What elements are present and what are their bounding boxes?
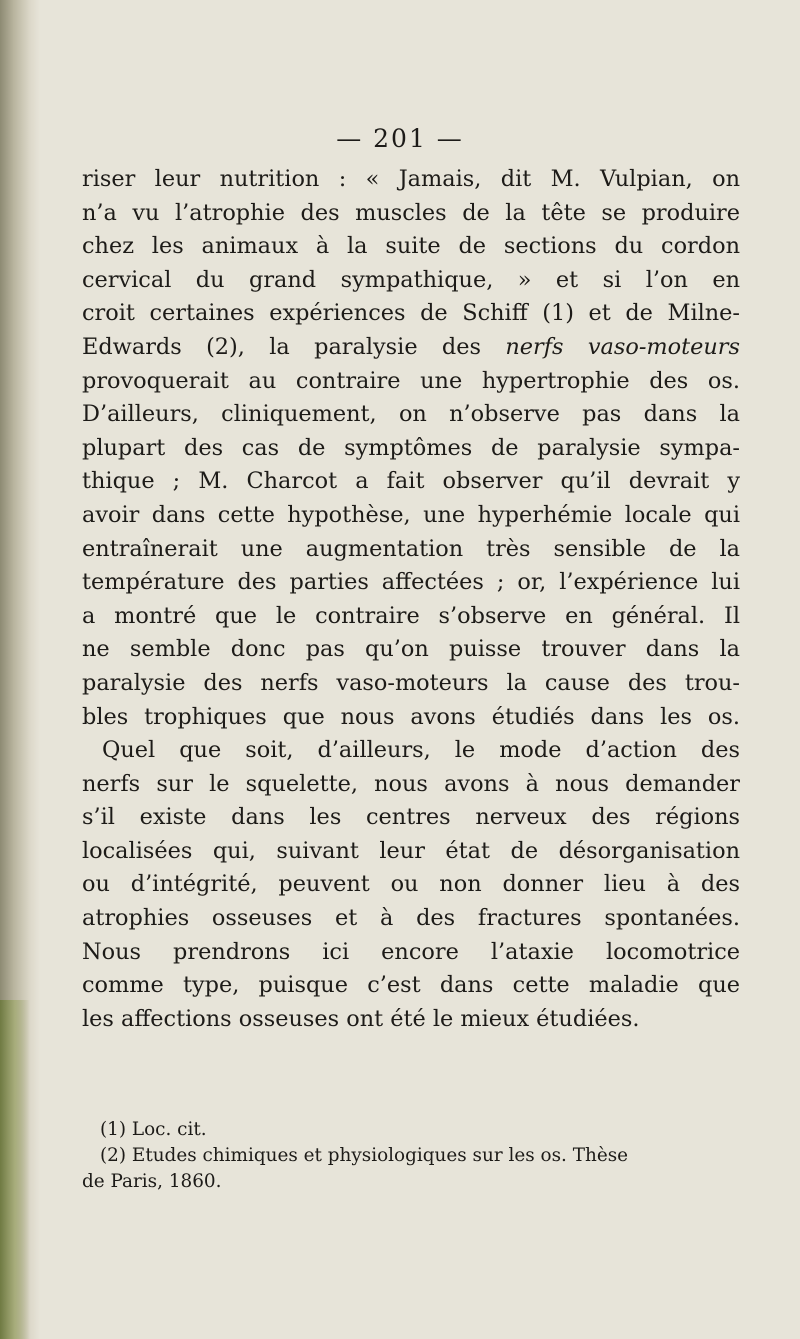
- footnotes: [82, 1117, 740, 1195]
- text-line: cervical du grand sympathique, » et si l’on en: [82, 266, 740, 293]
- text-line: entraînerait une augmentation très sensible de la: [82, 535, 740, 562]
- text-line: bles trophiques que nous avons étudiés dans les os.: [82, 703, 740, 730]
- text-line: plupart des cas de symptômes de paralysie sympa-: [82, 434, 740, 461]
- footnote-1: (1) Loc. cit.: [100, 1119, 207, 1140]
- text-line: n’a vu l’atrophie des muscles de la tête se produire: [82, 199, 740, 226]
- text-line: température des parties affectées ; or, l’expérience lui: [82, 569, 740, 596]
- text-line: avoir dans cette hypothèse, une hyperhémie locale qui: [82, 501, 740, 528]
- footnote-2-continuation: de Paris, 1860.: [82, 1171, 222, 1192]
- text-line-last: les affections osseuses ont été le mieux étudiées.: [82, 1005, 640, 1032]
- text-line: Nous prendrons ici encore l’ataxie locomotrice: [82, 938, 740, 965]
- text-line: nerfs sur le squelette, nous avons à nous demander: [82, 770, 740, 797]
- text-line: provoquerait au contraire une hypertrophie des os.: [82, 367, 740, 394]
- text-segment: Edwards (2), la paralysie des: [82, 333, 482, 360]
- text-line-with-italic: [82, 331, 740, 365]
- text-line: s’il existe dans les centres nerveux des régions: [82, 804, 740, 831]
- text-line: croit certaines expériences de Schiff (1) et de Milne-: [82, 300, 740, 327]
- text-line: comme type, puisque c’est dans cette maladie que: [82, 972, 740, 999]
- text-line: riser leur nutrition : « Jamais, dit M. Vulpian, on: [82, 166, 740, 192]
- text-line: chez les animaux à la suite de sections du cordon: [82, 233, 740, 260]
- body-text: [82, 163, 740, 1036]
- page-edge-stain: [0, 1000, 30, 1339]
- page-number: — 201 —: [336, 124, 464, 153]
- text-line: D’ailleurs, cliniquement, on n’observe pas dans la: [82, 401, 740, 428]
- italic-term: nerfs vaso-moteurs: [505, 333, 740, 360]
- text-line: ou d’intégrité, peuvent ou non donner lieu à des: [82, 871, 740, 898]
- text-line: paralysie des nerfs vaso-moteurs la cause des trou-: [82, 669, 740, 696]
- text-line: a montré que le contraire s’observe en général. Il: [82, 602, 740, 629]
- text-line-indented: Quel que soit, d’ailleurs, le mode d’action des: [102, 737, 740, 764]
- text-line: localisées qui, suivant leur état de désorganisation: [82, 837, 740, 864]
- footnote-2: (2) Etudes chimiques et physiologiques sur les os. Thèse: [100, 1145, 629, 1166]
- text-line: thique ; M. Charcot a fait observer qu’il devrait y: [82, 468, 740, 495]
- text-line: ne semble donc pas qu’on puisse trouver dans la: [82, 636, 740, 663]
- text-line: atrophies osseuses et à des fractures spontanées.: [82, 905, 740, 932]
